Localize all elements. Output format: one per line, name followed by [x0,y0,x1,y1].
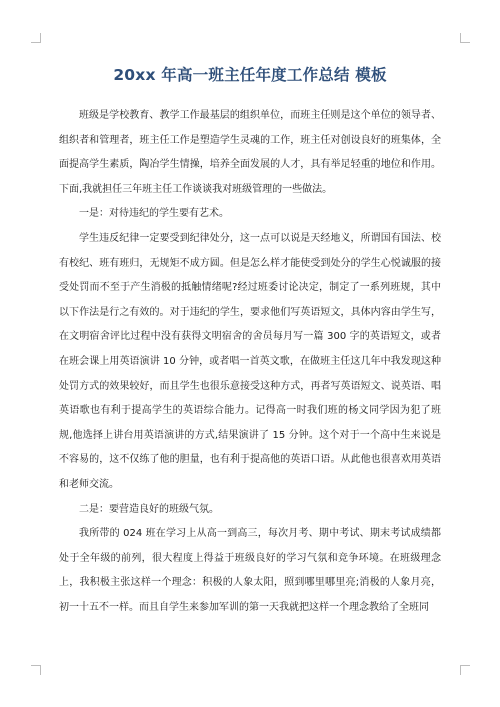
paragraph-discipline: 学生违反纪律一定要受到纪律处分，这一点可以说是天经地义，所谓国有国法、校有校纪、班有班归，无规矩不成方圆。但是怎么样才能使受到处分的学生心悦诚服的接受处罚而不至于产生消极的抵触情绪呢?经过班委讨论决定，制定了一系列班规，其中以下作法是行之有效的。对于违纪的学生，要求他们写英语短文，具体内容由学生写，在文明宿舍评比过程中没有获得文明宿舍的舍员每月写一篇 300 字的英语短文，或者在班会课上用英语演讲 10 分钟，或者唱一首英文歌，在做班主任这几年中我发现这种处罚方式的效果较好，而且学生也很乐意接受这种方式，再者写英语短文、说英语、唱英语歌也有利于提高学生的英语综合能力。记得高一时我们班的杨文同学因为犯了班规,他选择上讲台用英语演讲的方式,结果演讲了 15 分钟。这个对于一个高中生来说是不容易的，这不仅练了他的胆量，也有利于提高他的英语口语。从此他也很喜欢用英语和老师交流。 [59,232,441,490]
crop-mark-bottom-left [31,665,41,675]
document-body [59,104,441,620]
paragraph-atmosphere: 我所带的 024 班在学习上从高一到高三，每次月考、期中考试、期末考试成绩都处于全年级的前列，很大程度上得益于班级良好的学习气氛和竞争环境。在班级理念上，我积极主张这样一个理念：积极的人象太阳，照到哪里哪里亮;消极的人象月亮，初一十五不一样。而且自学生来参加军训的第一天我就把这样一个理念教给了全班同 [59,528,441,613]
section-heading-1: 一是：对待违纪的学生要有艺术。 [79,208,229,220]
document-title: 20xx 年高一班主任年度工作总结 模板 [113,66,387,84]
crop-mark-top-right [460,33,470,43]
crop-mark-top-left [31,33,41,43]
section-heading-2: 二是：要营造良好的班级气氛。 [79,503,219,515]
crop-mark-bottom-right [460,665,470,675]
paragraph-intro: 班级是学校教育、教学工作最基层的组织单位，而班主任则是这个单位的领导者、组织者和管理者，班主任工作是塑造学生灵魂的工作，班主任对创设良好的班集体，全面提高学生素质，陶冶学生情操，培养全面发展的人才，具有举足轻重的地位和作用。下面,我就担任三年班主任工作谈谈我对班级管理的一些做法。 [59,110,441,195]
